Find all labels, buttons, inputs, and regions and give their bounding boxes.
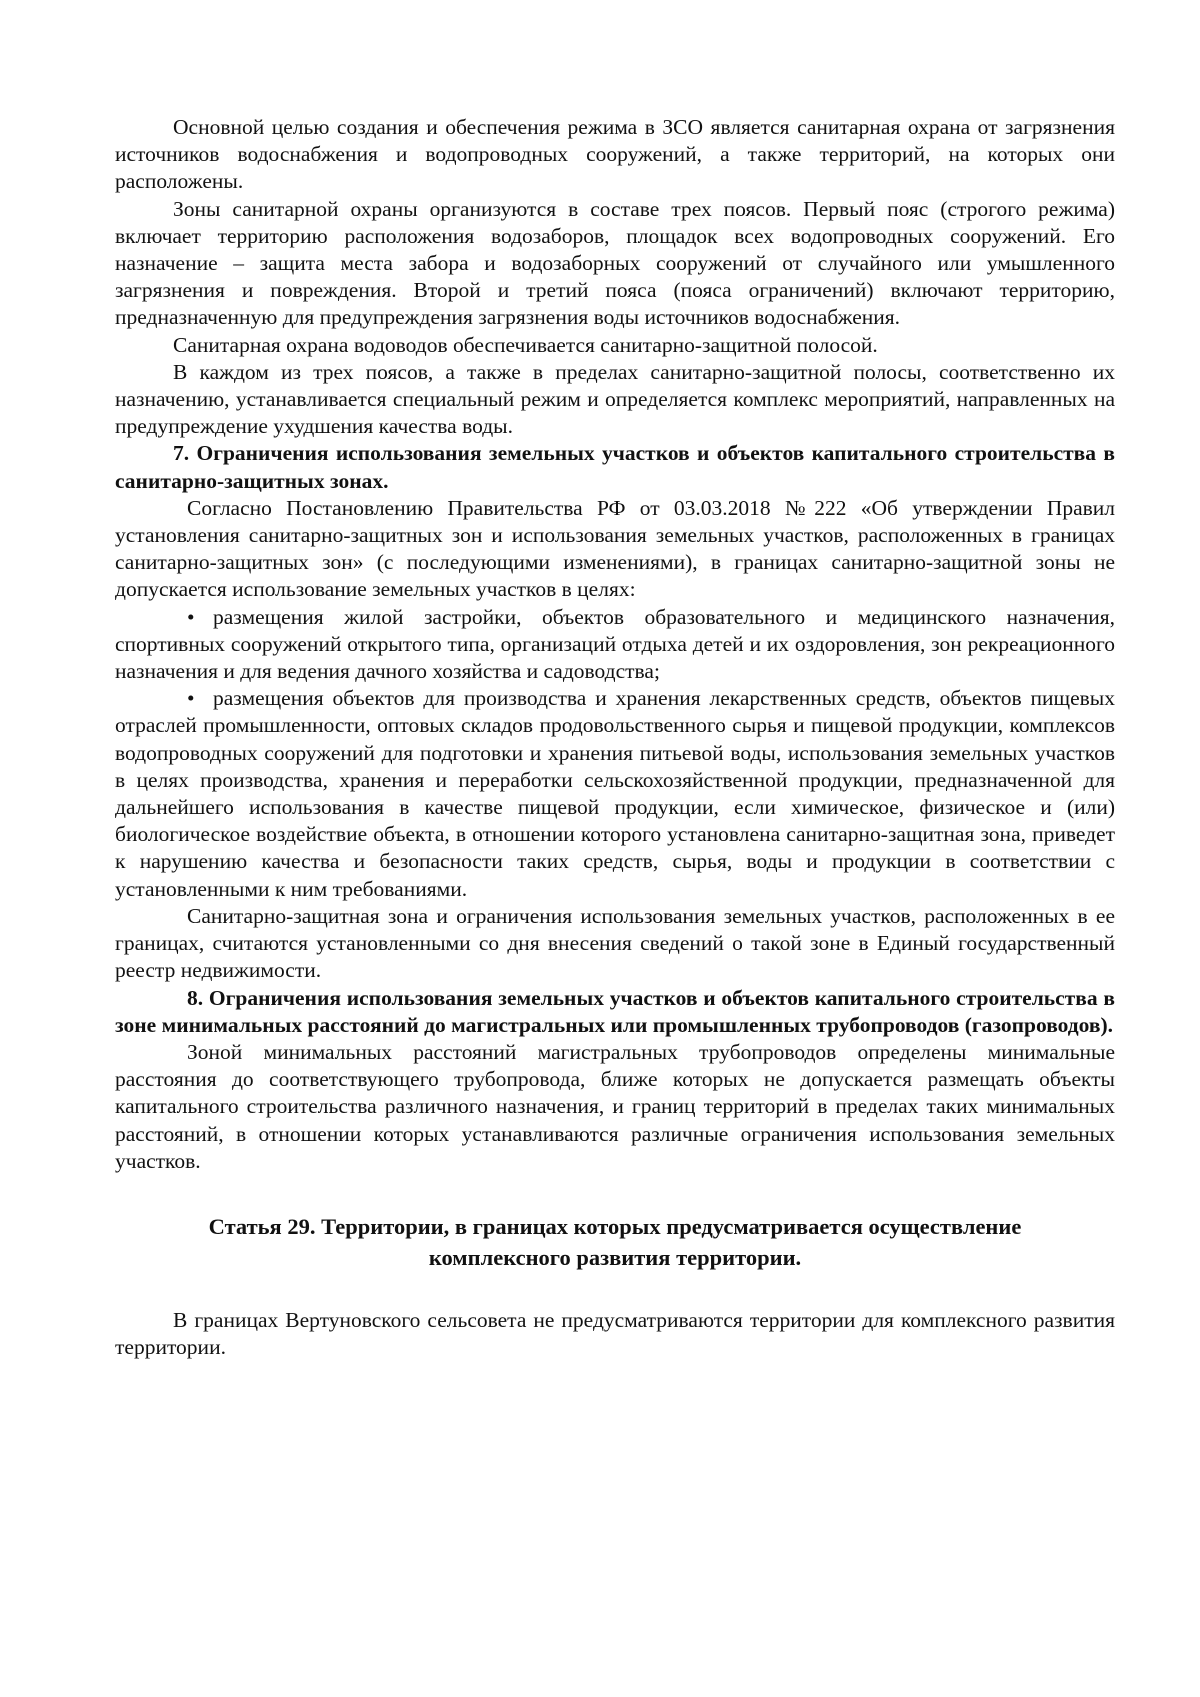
list-item-text: размещения объектов для производства и хранения лекарственных средств, объектов пищевых отраслей промышленности, оптовых складов продовольственного сырья и пищевой продукции, комплексов водопроводных сооружений для подготовки и хранения питьевой воды, использования земельных участков в целях производства, хранения и переработки сельскохозяйственной продукции, предназначенной для дальнейшего использования в качестве пищевой продукции, если химическое, физическое и (или) биологическое воздействие объекта, в отношении которого установлена санитарно-защитная зона, приведет к нарушению качества и безопасности таких средств, сырья, воды и продукции в соответствии с установленными к ним требованиями. — [115, 686, 1115, 901]
bullet-icon: • — [187, 604, 195, 629]
paragraph-special-regime: В каждом из трех поясов, а также в пределах санитарно-защитной полосы, соответственно их назначению, устанавливается специальный режим и определяется комплекс мероприятий, направленных на предупреждение ухудшения качества воды. — [115, 359, 1115, 439]
bullet-icon: • — [187, 686, 195, 711]
paragraph-zso-belts: Зоны санитарной охраны организуются в составе трех поясов. Первый пояс (строгого режима) включает территорию расположения водозаборов, площадок всех водопроводных сооружений. Его назначение – защита места забора и водозаборных сооружений от случайного или умышленного загрязнения и повреждения. Второй и третий пояса (пояса ограничений) включают территорию, предназначенную для предупреждения загрязнения воды источников водоснабжения. — [115, 196, 1115, 330]
section-8-heading: 8. Ограничения использования земельных участков и объектов капитального строительства в зоне минимальных расстояний до магистральных или промышленных трубопроводов (газопроводов). — [115, 985, 1115, 1037]
section-8-body: Зоной минимальных расстояний магистральных трубопроводов определены минимальные расстояния до соответствующего трубопровода, ближе которых не допускается размещать объекты капитального строительства различного назначения, и границ территорий в пределах таких минимальных расстояний, в отношении которых устанавливаются различные ограничения использования земельных участков. — [115, 1039, 1115, 1173]
paragraph-zso-purpose: Основной целью создания и обеспечения режима в ЗСО является санитарная охрана от загрязнения источников водоснабжения и водопроводных сооружений, а также территорий, на которых они расположены. — [115, 115, 1115, 194]
article-29-heading: Статья 29. Территории, в границах которых предусматривается осуществление комплексного развития территории. — [208, 1213, 1022, 1270]
section-7-intro: Согласно Постановлению Правительства РФ от 03.03.2018 №222 «Об утверждении Правил установления санитарно-защитных зон и использования земельных участков, расположенных в границах санитарно-защитных зон» (с последующими изменениями), в границах санитарно-защитной зоны не допускается использование земельных участков в целях: — [115, 495, 1115, 602]
list-item — [115, 604, 1115, 686]
section-7-heading: 7. Ограничения использования земельных участков и объектов капитального строительства в санитарно-защитных зонах. — [115, 441, 1115, 493]
section-7-closing: Санитарно-защитная зона и ограничения использования земельных участков, расположенных в ее границах, считаются установленными со дня внесения сведений о такой зоне в Единый государственный реестр недвижимости. — [115, 903, 1115, 983]
list-item-text: размещения жилой застройки, объектов образовательного и медицинского назначения, спортивных сооружений открытого типа, организаций отдыха детей и их оздоровления, зон рекреационного назначения и для ведения дачного хозяйства и садоводства; — [115, 604, 1115, 684]
paragraph-water-conduits: Санитарная охрана водоводов обеспечивается санитарно-защитной полосой. — [173, 332, 878, 357]
list-item — [115, 685, 1115, 903]
article-29-body: В границах Вертуновского сельсовета не предусматриваются территории для комплексного развития территории. — [115, 1307, 1115, 1360]
